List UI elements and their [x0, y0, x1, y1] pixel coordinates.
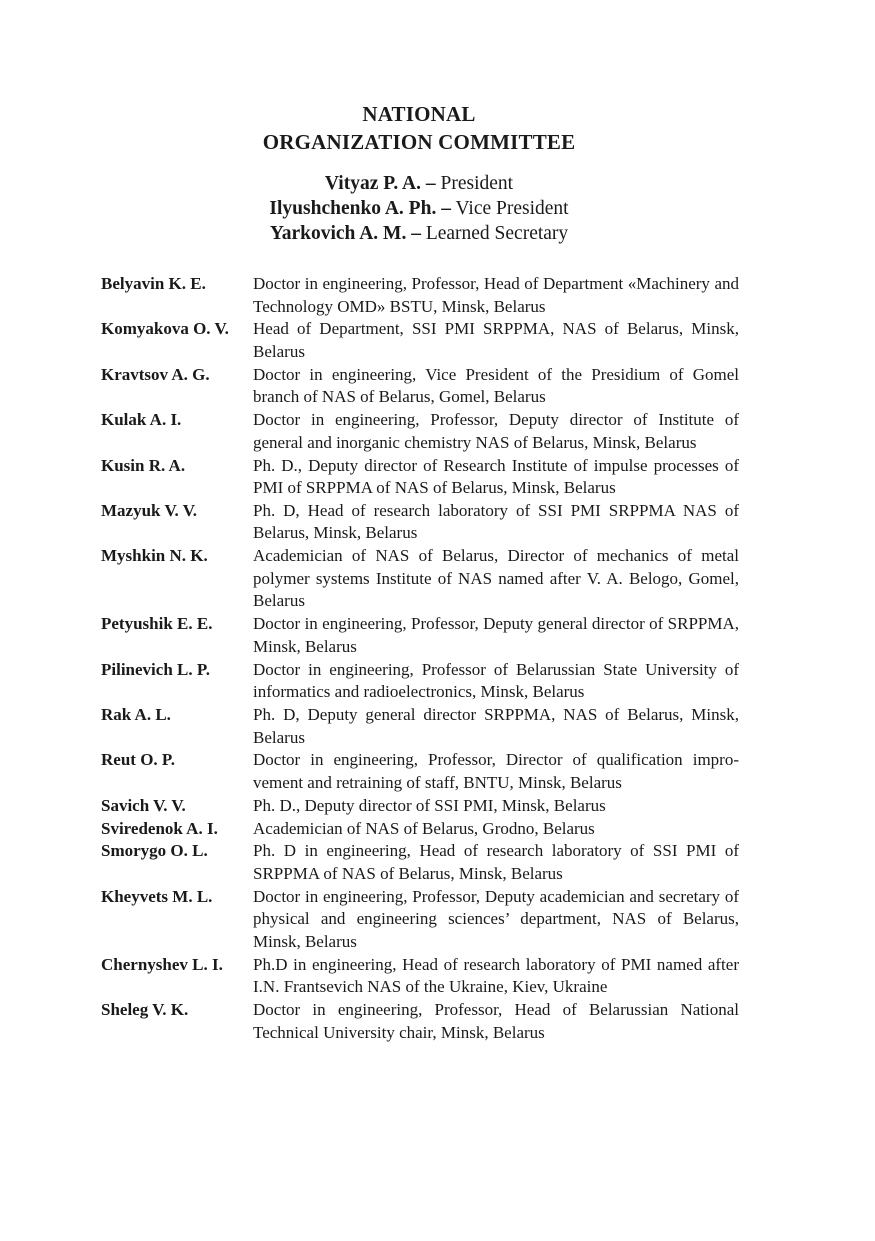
member-row: [101, 795, 739, 818]
member-description: Doctor in engineering, Vice President of the Presidium of Gomel branch of NAS of Belarus, Gomel, Belarus: [253, 364, 739, 407]
member-row: [101, 704, 739, 749]
member-row: [101, 273, 739, 318]
member-description: Ph.D in engineering, Head of research laboratory of PMI named after I.N. Frantsevich NAS of the Ukraine, Kiev, Ukraine: [253, 954, 739, 997]
member-row: [101, 545, 739, 613]
member-description: Ph. D in engineering, Head of research laboratory of SSI PMI of SRPPMA of NAS of Belarus, Minsk, Belarus: [253, 841, 739, 883]
member-name: Pilinevich L. P.: [101, 659, 210, 679]
officer-learned-secretary: [0, 221, 838, 246]
member-description: Doctor in engineering, Professor, Deputy general director of SRPPMA, Minsk, Belarus: [253, 614, 739, 656]
member-description: Ph. D., Deputy director of Research Institute of impulse processes of PMI of SRPPMA of NAS of Belarus, Minsk, Belarus: [253, 455, 739, 498]
member-row: [101, 818, 739, 841]
member-name: Petyushik E. E.: [101, 614, 213, 634]
member-row: [101, 613, 739, 658]
member-name: Mazyuk V. V.: [101, 500, 198, 520]
member-description: Doctor in engineering, Professor, Director of qualification improvement and retraining of staff, BNTU, Minsk, Belarus: [253, 750, 739, 792]
member-name: Kusin R. A.: [101, 455, 186, 475]
members-list: [101, 273, 739, 1044]
officer-role: Vice President: [455, 198, 569, 219]
member-description: Ph. D, Deputy general director SRPPMA, NAS of Belarus, Minsk, Belarus: [253, 704, 739, 747]
member-row: [101, 749, 739, 794]
member-name: Rak A. L.: [101, 704, 171, 724]
officer-name: Vityaz P. A. –: [324, 173, 436, 194]
member-description: Ph. D, Head of research laboratory of SSI PMI SRPPMA NAS of Belarus, Minsk, Belarus: [253, 500, 739, 543]
member-row: [101, 455, 739, 500]
member-name: Belyavin K. E.: [101, 274, 206, 293]
member-name: Komyakova O. V.: [101, 319, 229, 339]
member-name: Myshkin N. K.: [101, 546, 208, 566]
member-name: Smorygo O. L.: [101, 841, 208, 861]
member-row: [101, 318, 739, 363]
member-row: [101, 999, 739, 1044]
member-row: [101, 364, 739, 409]
member-description: Doctor in engineering, Professor, Head of Belarussian National Technical University chair, Minsk, Belarus: [253, 1000, 739, 1042]
committee-heading: [0, 100, 838, 156]
officer-role: Learned Secretary: [425, 223, 569, 244]
heading-line-1: NATIONAL: [362, 102, 476, 126]
member-name: Kheyvets M. L.: [101, 886, 213, 906]
member-name: Reut O. P.: [101, 750, 175, 770]
member-description: Academician of NAS of Belarus, Grodno, Belarus: [253, 818, 595, 838]
officer-role: President: [440, 173, 514, 194]
officer-president: [0, 171, 838, 196]
member-row: [101, 886, 739, 954]
member-description: Doctor in engineering, Professor, Deputy director of Institute of general and inorganic chemistry NAS of Belarus, Minsk, Belarus: [253, 410, 739, 452]
member-description: Doctor in engineering, Professor of Belarussian State University of informatics and radioelectronics, Minsk, Belarus: [253, 659, 739, 702]
member-name: Savich V. V.: [101, 795, 186, 815]
member-description: Ph. D., Deputy director of SSI PMI, Minsk, Belarus: [253, 795, 606, 815]
member-row: [101, 954, 739, 999]
member-description: Doctor in engineering, Professor, Deputy academician and secretary of physical and engineering sciences’ department, NAS of Belarus, Minsk, Belarus: [253, 886, 739, 951]
member-name: Chernyshev L. I.: [101, 954, 223, 974]
member-name: Kulak A. I.: [101, 410, 182, 430]
officers-block: [0, 171, 838, 246]
member-name: Sheleg V. K.: [101, 1000, 189, 1019]
officer-name: Ilyushchenko A. Ph. –: [269, 198, 451, 219]
member-description: Head of Department, SSI PMI SRPPMA, NAS of Belarus, Minsk, Belarus: [253, 319, 739, 361]
member-row: [101, 840, 739, 885]
member-description: Academician of NAS of Belarus, Director of mechanics of metal polymer systems Institute of NAS named after V. A. Belogo, Gomel, Belarus: [253, 546, 739, 611]
officer-name: Yarkovich A. M. –: [269, 223, 421, 244]
member-description: Doctor in engineering, Professor, Head of Department «Machinery and Technology OMD» BSTU, Minsk, Belarus: [253, 274, 739, 316]
member-row: [101, 659, 739, 704]
member-name: Kravtsov A. G.: [101, 364, 210, 384]
member-row: [101, 409, 739, 454]
member-row: [101, 500, 739, 545]
heading-line-2: ORGANIZATION COMMITTEE: [262, 130, 576, 154]
member-name: Sviredenok A. I.: [101, 818, 218, 838]
officer-vice-president: [0, 196, 838, 221]
